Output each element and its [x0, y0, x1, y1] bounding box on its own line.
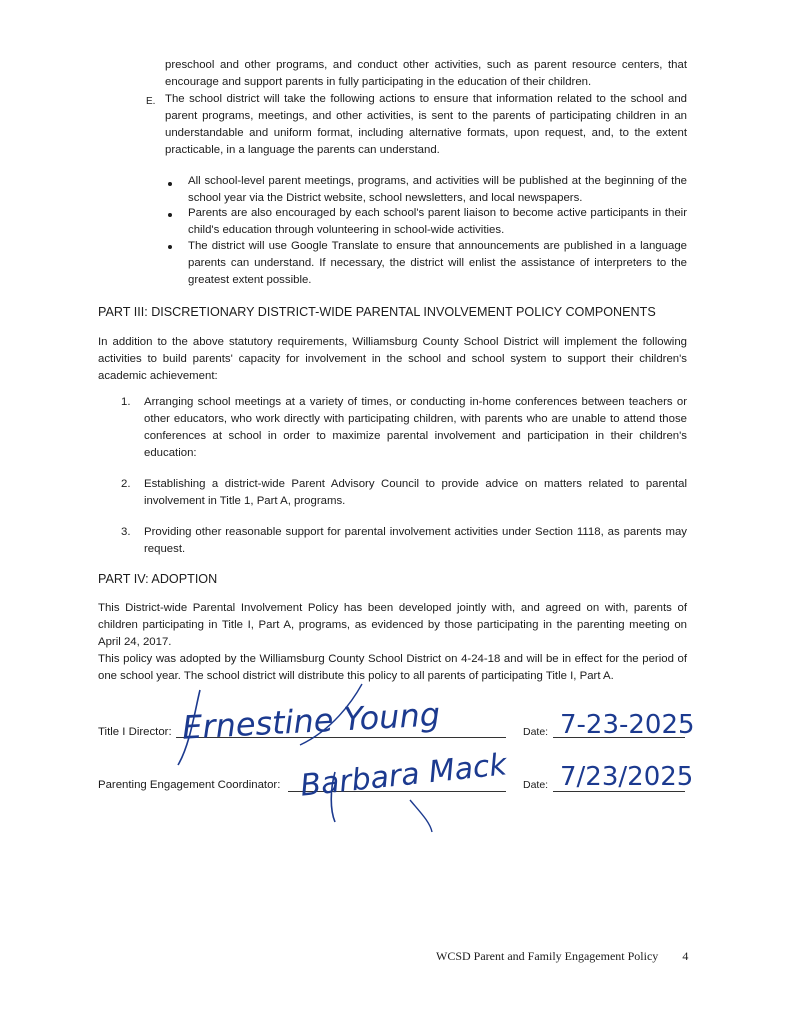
part4-paragraph: This District-wide Parental Involvement Policy has been developed jointly with, and agreed on with, parents of children participating in Title I, Part A, programs, as evidenced by those participating in the parenting meeting on April 24, 2017.: [98, 602, 687, 648]
part3-intro: In addition to the above statutory requirements, Williamsburg County School District will implement the following activities to build parents' capacity for involvement in the school and school system to support their children's academic achievement:: [98, 336, 687, 382]
bullet-item: Parents are also encouraged by each school's parent liaison to become active participants in their child's education through volunteering in school-wide activities.: [188, 207, 687, 236]
part3-heading: PART III: DISCRETIONARY DISTRICT-WIDE PARENTAL INVOLVEMENT POLICY COMPONENTS: [98, 305, 656, 319]
list-item: Establishing a district-wide Parent Advisory Council to provide advice on matters related to parental involvement in Title 1, Part A, programs.: [144, 478, 687, 507]
bullet-dot: [168, 213, 172, 217]
director-label: Title I Director:: [98, 726, 172, 738]
bullet-item: All school-level parent meetings, programs, and activities will be published at the beginning of the school year via the District website, school newsletters, and local newspapers.: [188, 175, 687, 204]
footer-title: WCSD Parent and Family Engagement Policy: [436, 949, 659, 963]
part4-heading: PART IV: ADOPTION: [98, 572, 218, 586]
item-e-text: The school district will take the following actions to ensure that information related to the school and parent programs, meetings, and other activities, is sent to the parents of participating children in an understandable and uniform format, including alternative formats, upon request, and, to the extent practicable, in a language the parents can understand.: [165, 93, 687, 156]
page-footer: [436, 949, 688, 964]
date-label: Date:: [523, 779, 549, 791]
coordinator-signature: Barbara Mack: [298, 747, 509, 804]
bullet-dot: [168, 245, 172, 249]
list-number: 3.: [121, 526, 131, 538]
list-number: 2.: [121, 478, 131, 490]
bullet-dot: [168, 182, 172, 186]
director-date: 7-23-2025: [560, 710, 695, 740]
list-number: 1.: [121, 396, 131, 408]
list-item: Providing other reasonable support for parental involvement activities under Section 1118, as parents may request.: [144, 526, 687, 555]
director-signature: Ernestine Young: [181, 695, 441, 747]
bullet-item: The district will use Google Translate to ensure that announcements are published in a language parents can understand. If necessary, the district will enlist the assistance of interpreters to the greatest extent possible.: [188, 240, 687, 286]
list-item: Arranging school meetings at a variety of times, or conducting in-home conferences between teachers or other educators, who work directly with participating children, with parents who are unable to attend those conferences at school in order to maximize parental involvement and participation in their children's education:: [144, 396, 687, 459]
item-e-marker: E.: [146, 96, 156, 107]
page-number: 4: [682, 949, 689, 963]
coordinator-label: Parenting Engagement Coordinator:: [98, 779, 281, 791]
coordinator-date: 7/23/2025: [560, 762, 694, 792]
section-e-continuation: preschool and other programs, and conduct other activities, such as parent resource centers, that encourage and support parents in fully participating in the education of their children.: [165, 59, 687, 88]
date-label: Date:: [523, 726, 549, 738]
part4-paragraph: This policy was adopted by the Williamsburg County School District on 4-24-18 and will be in effect for the period of one school year. The school district will distribute this policy to all parents of participating Title I, Part A.: [98, 653, 687, 682]
